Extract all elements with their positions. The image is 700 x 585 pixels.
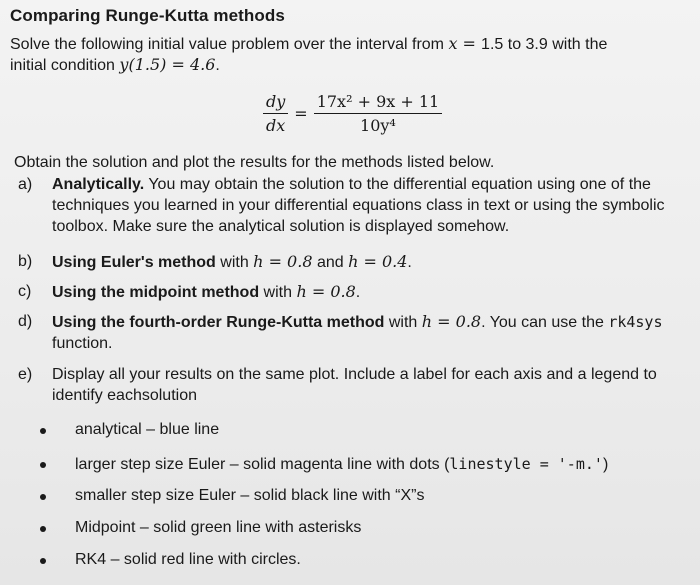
item-d-text [52,311,682,354]
item-c-h: h = 0.8 [296,282,356,301]
bullet-dot [40,526,46,532]
bullet-dot [40,494,46,500]
item-c-post: . [355,284,361,301]
item-d-h: h = 0.8 [421,312,482,331]
interval-start: 1.5 [481,36,504,53]
item-b-post: . [407,254,412,271]
item-b-pre: with [215,254,254,271]
item-c-label: c) [18,283,32,300]
item-d-label: d) [18,313,33,330]
bullet-dot [40,462,46,468]
item-a-body: You may obtain the solution to the differential equation using one of the techniques you learned in your differential equations class in text or using the symbolic toolbox. Make sure the analytical solution is displayed somehow. [52,176,665,235]
bullet-midpoint-text: Midpoint – solid green line with asterisks [75,519,362,536]
intro-line1-text: Solve the following initial value problem over the interval from [10,36,449,53]
item-b-mid: and [312,254,349,271]
item-b-bold: Using Euler's method [52,254,216,271]
item-d-post: function. [52,335,113,352]
interval-end: 3.9 [525,36,548,53]
item-d-code: rk4sys [608,313,663,331]
bullet-euler-small-text: smaller step size Euler – solid black line with “X”s [75,487,425,504]
item-a-label: a) [18,176,33,193]
intro-line1-tail: with the [547,36,608,53]
equation-equals: = [294,104,308,123]
bullet-rk4-text: RK4 – solid red line with circles. [75,551,301,568]
lhs-numerator: dy [263,92,288,114]
item-d-mid: . You can use the [481,314,609,331]
page-title: Comparing Runge-Kutta methods [10,6,285,25]
item-b-h1: h = 0.8 [253,252,313,271]
bullet-euler-large-pre: larger step size Euler – solid magenta line with dots ( [75,456,450,473]
instructions-text: Obtain the solution and plot the results for the methods listed below. [14,154,495,171]
item-a-bold: Analytically. [52,176,145,193]
lhs-denominator: dx [266,116,286,135]
rhs-denominator: 10y⁴ [360,116,396,135]
interval-equals: = [457,34,482,53]
item-c-text [52,281,682,303]
bullet-analytical-text: analytical – blue line [75,421,220,438]
bullet-dot [40,558,46,564]
intro-line2-text: initial condition [10,57,120,74]
item-e-label: e) [18,366,33,383]
lhs-fraction [263,92,288,135]
item-b-label: b) [18,253,33,270]
bullet-dot [40,428,46,434]
interval-variable: x [448,34,458,53]
item-b-text [52,251,682,273]
item-e-text: Display all your results on the same plot. Include a label for each axis and a legend to identify eachsolution [52,366,657,404]
bullet-euler-large-code: linestyle = '-m.' [449,455,603,473]
item-c-pre: with [259,284,297,301]
initial-condition: y(1.5) = 4.6 [119,55,216,74]
item-c-bold: Using the midpoint method [52,284,260,301]
item-b-h2: h = 0.4 [348,252,408,271]
intro-line2-tail: . [215,57,220,74]
differential-equation [263,92,442,135]
rhs-fraction [314,92,443,135]
bullet-euler-large-post: ) [602,456,609,473]
item-d-bold: Using the fourth-order Runge-Kutta method [52,314,385,331]
item-a-text [52,174,682,237]
rhs-numerator: 17x² + 9x + 11 [314,92,443,114]
intro-paragraph [10,34,690,76]
bullet-euler-large-text [75,454,608,475]
item-d-pre: with [384,314,422,331]
interval-to: to [503,36,526,53]
